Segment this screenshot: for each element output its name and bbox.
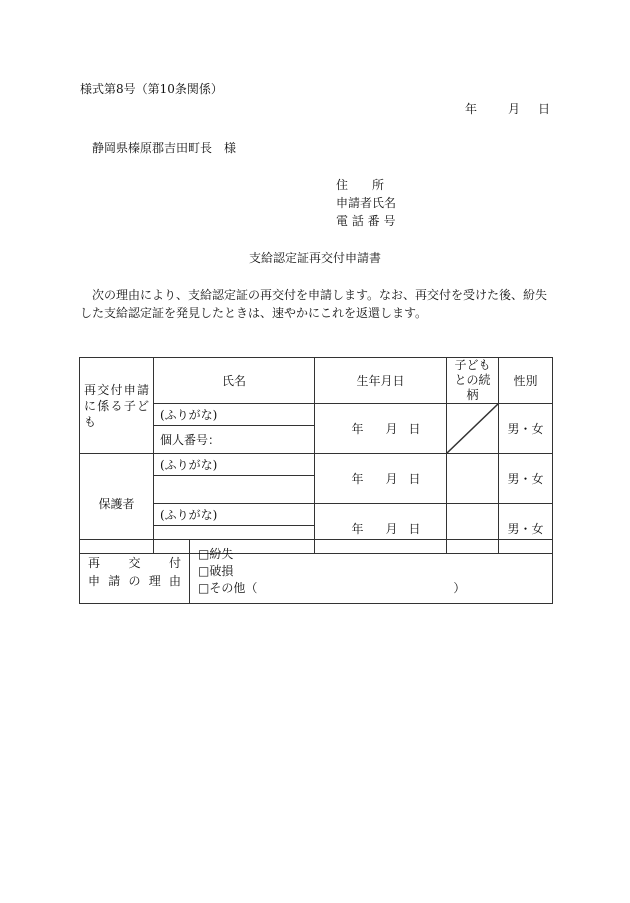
submission-date xyxy=(465,100,550,117)
applicant-name-label: 申請者氏名 xyxy=(336,196,397,210)
guardian1-relation-field[interactable] xyxy=(447,454,499,504)
table-header-row xyxy=(80,358,553,404)
date-month: 月 xyxy=(385,522,398,536)
document-title: 支給認定証再交付申請書 xyxy=(248,251,381,265)
reason-options xyxy=(190,540,553,604)
name-header: 氏名 xyxy=(154,358,315,404)
option-lost-checkbox[interactable]: □紛失 xyxy=(198,547,234,561)
diagonal-line xyxy=(447,404,498,453)
form-number: 様式第8号（第10条関係） xyxy=(80,82,223,96)
child-relation-cell xyxy=(447,404,499,454)
date-year: 年 xyxy=(351,422,364,436)
guardian1-birthdate-field[interactable] xyxy=(315,454,447,504)
guardian1-name-field[interactable] xyxy=(154,476,315,504)
application-table xyxy=(79,357,553,554)
address-label: 住 所 xyxy=(336,178,385,192)
date-month: 月 xyxy=(385,472,398,486)
child-section-header: 再交付申請に係る子ども xyxy=(80,358,154,454)
guardian2-furigana-field[interactable]: (ふりがな) xyxy=(154,504,315,526)
date-year: 年 xyxy=(351,522,364,536)
date-day: 日 xyxy=(408,522,421,536)
child-gender-field[interactable]: 男・女 xyxy=(499,404,553,454)
child-personal-number-field[interactable]: 個人番号： xyxy=(154,426,315,454)
birthdate-header: 生年月日 xyxy=(315,358,447,404)
table-row xyxy=(80,454,553,476)
child-furigana-field[interactable]: (ふりがな) xyxy=(154,404,315,426)
reason-label-line1: 再 交 付 xyxy=(88,555,181,570)
body-text: 次の理由により、支給認定証の再交付を申請します。なお、再交付を受けた後、紛失した支給認定証を発見したときは、速やかにこれを返還します。 xyxy=(80,288,548,320)
reason-label xyxy=(80,540,190,604)
date-year: 年 xyxy=(351,472,364,486)
option-other-checkbox[interactable]: □その他（ ） xyxy=(198,581,466,595)
date-year: 年 xyxy=(465,102,478,116)
date-day: 日 xyxy=(408,472,421,486)
guardian2-gender-field[interactable]: 男・女 xyxy=(499,504,553,554)
date-month: 月 xyxy=(508,102,521,116)
guardian1-gender-field[interactable]: 男・女 xyxy=(499,454,553,504)
guardian-header: 保護者 xyxy=(80,454,154,554)
applicant-block xyxy=(336,176,396,230)
option-damaged-checkbox[interactable]: □破損 xyxy=(198,564,234,578)
relation-header: 子どもとの続柄 xyxy=(447,358,499,404)
addressee: 静岡県榛原郡吉田町長 様 xyxy=(92,141,237,155)
guardian1-furigana-field[interactable]: (ふりがな) xyxy=(154,454,315,476)
child-birthdate-field[interactable] xyxy=(315,404,447,454)
table-row xyxy=(80,540,553,604)
date-day: 日 xyxy=(538,102,551,116)
reason-label-line2: 申 請 の 理 由 xyxy=(88,573,181,588)
reason-table xyxy=(79,539,553,604)
gender-header: 性別 xyxy=(499,358,553,404)
date-month: 月 xyxy=(385,422,398,436)
date-day: 日 xyxy=(408,422,421,436)
phone-label: 電 話 番 号 xyxy=(336,214,396,228)
